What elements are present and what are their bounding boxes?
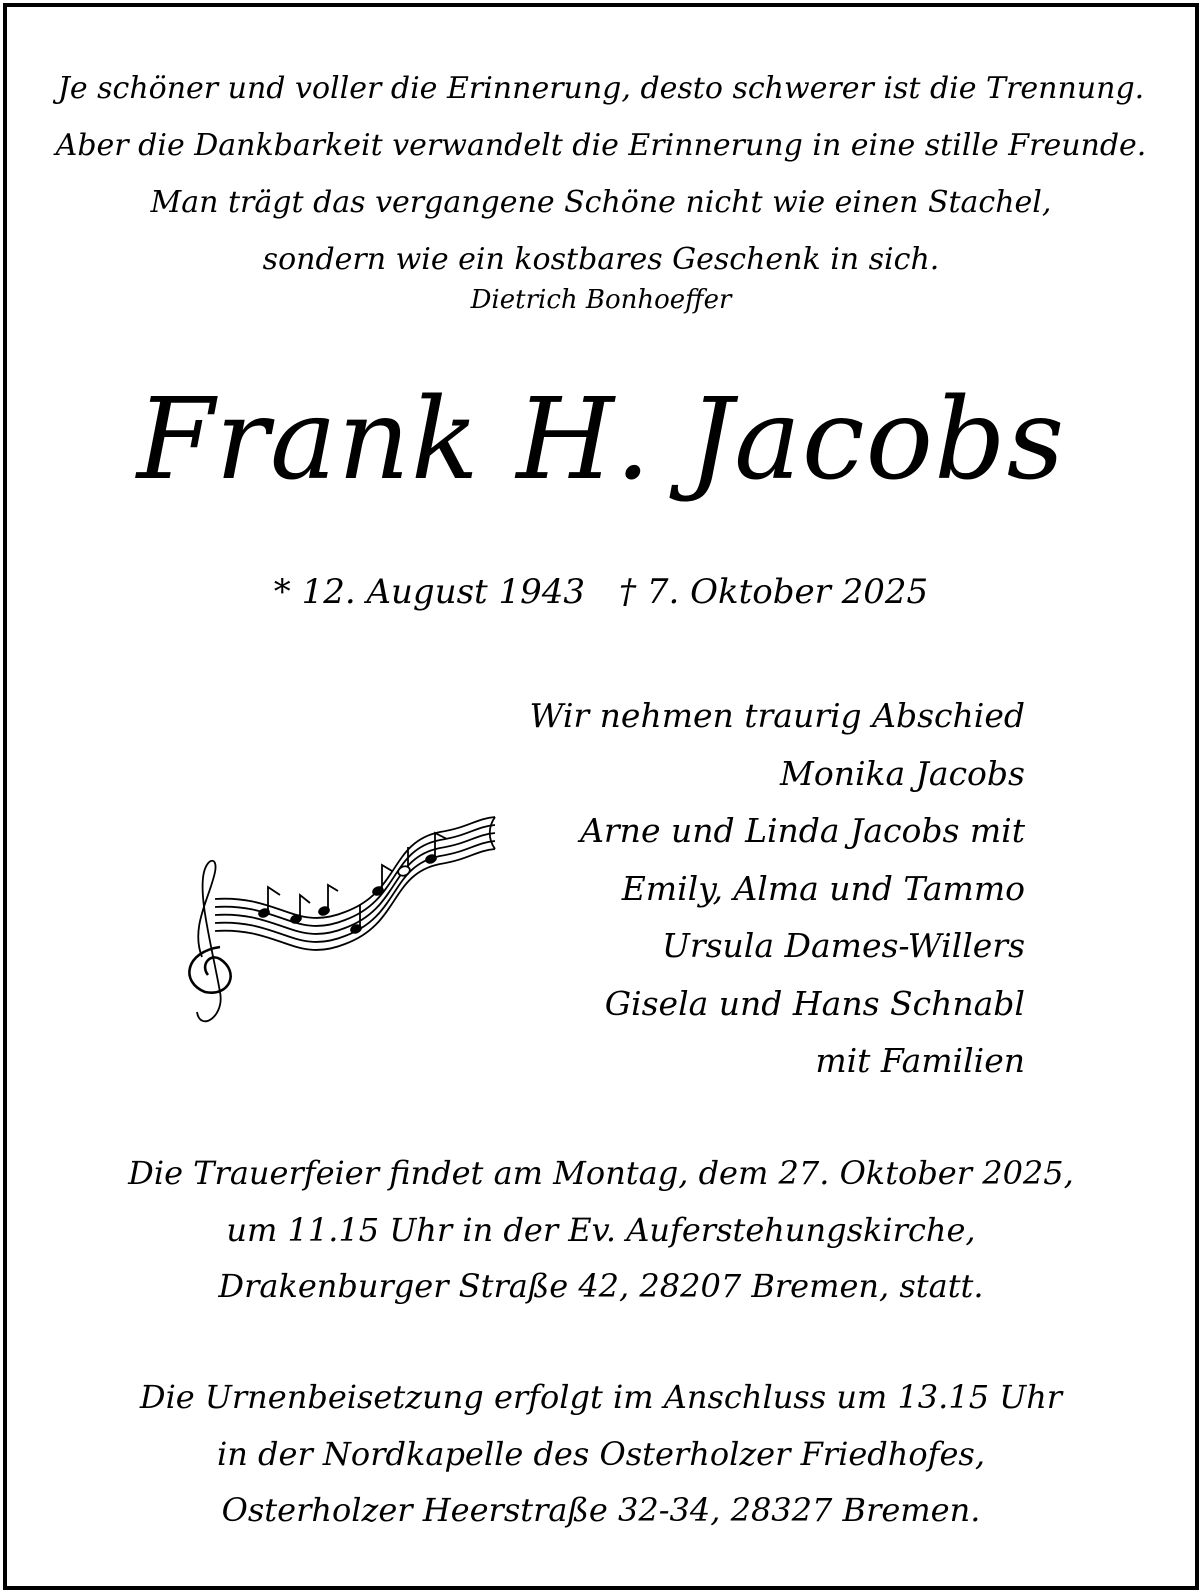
ceremony-line: um 11.15 Uhr in der Ev. Auferstehungskirche, (226, 1210, 976, 1249)
quote-block (7, 60, 1195, 288)
quote-line: sondern wie ein kostbares Geschenk in sich. (262, 242, 940, 277)
mourner-line: mit Familien (815, 1041, 1025, 1080)
mourners-block (530, 687, 1026, 1090)
ceremony-info (7, 1145, 1195, 1315)
mourner-line: Monika Jacobs (780, 753, 1025, 793)
burial-line: Die Urnenbeisetzung erfolgt im Anschluss um 13.15 Uhr (139, 1378, 1063, 1416)
music-staff-treble-clef-icon (170, 787, 520, 1047)
burial-line: Osterholzer Heerstraße 32-34, 28327 Bremen. (221, 1491, 981, 1529)
burial-info (7, 1369, 1195, 1539)
birth-date: * 12. August 1943 (273, 572, 586, 612)
mourner-line: Gisela und Hans Schnabl (604, 983, 1025, 1023)
mourner-line: Wir nehmen traurig Abschied (529, 696, 1025, 735)
ceremony-line: Drakenburger Straße 42, 28207 Bremen, statt. (218, 1267, 984, 1305)
quote-line: Man trägt das vergangene Schöne nicht wie einen Stachel, (150, 185, 1052, 220)
quote-line: Je schöner und voller die Erinnerung, desto schwerer ist die Trennung. (57, 71, 1145, 106)
life-dates (7, 572, 1195, 612)
quote-author: Dietrich Bonhoeffer (470, 285, 732, 315)
death-date: † 7. Oktober 2025 (619, 572, 929, 612)
ceremony-line: Die Trauerfeier findet am Montag, dem 27. Oktober 2025, (128, 1154, 1074, 1192)
mourner-line: Emily, Alma und Tammo (621, 868, 1025, 908)
mourner-line: Arne und Linda Jacobs mit (580, 811, 1025, 850)
mourner-line: Ursula Dames-Willers (662, 926, 1025, 965)
quote-line: Aber die Dankbarkeit verwandelt die Erinnerung in eine stille Freunde. (55, 128, 1147, 163)
burial-line: in der Nordkapelle des Osterholzer Friedhofes, (217, 1434, 985, 1473)
obituary-frame (3, 3, 1199, 1590)
deceased-name: Frank H. Jacobs (136, 375, 1066, 505)
